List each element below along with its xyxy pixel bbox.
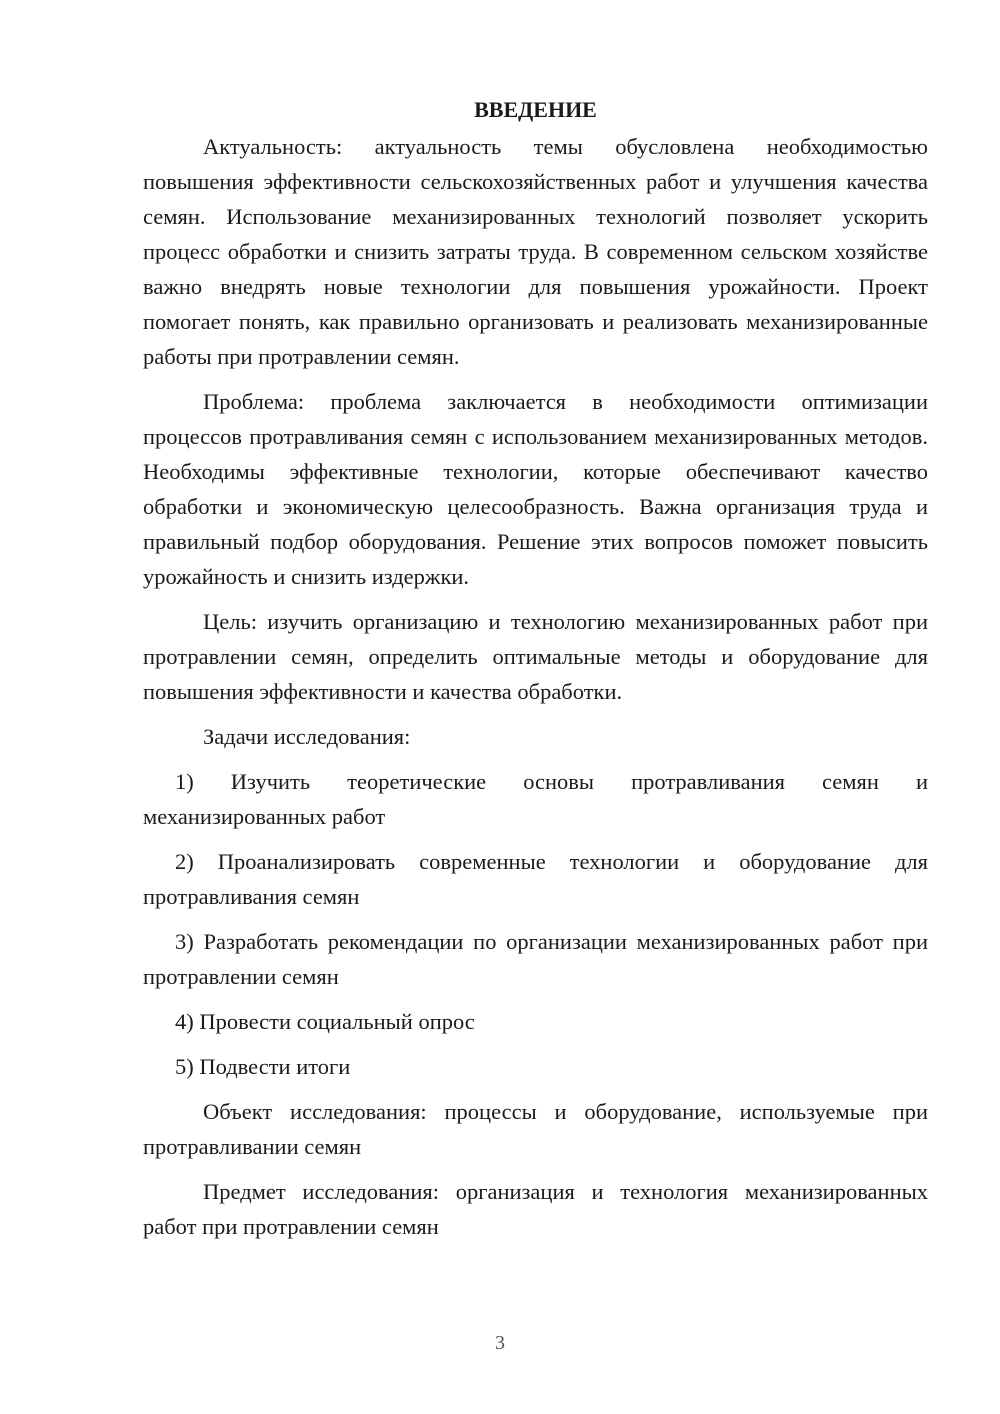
- object-paragraph: Объект исследования: процессы и оборудование, используемые при протравливании семян: [143, 1099, 928, 1159]
- subject-paragraph: Предмет исследования: организация и технология механизированных работ при протравлении семян: [143, 1179, 928, 1239]
- relevance-paragraph: Актуальность: актуальность темы обусловлена необходимостью повышения эффективности сельскохозяйственных работ и улучшения качества семян. Использование механизированных технологий позволяет ускорить процесс обработки и снизить затраты труда. В современном сельском хозяйстве важно внедрять новые технологии для повышения урожайности. Проект помогает понять, как правильно организовать и реализовать механизированные работы при протравлении семян.: [143, 134, 928, 369]
- document-page: [143, 92, 928, 1254]
- task-item-2: 2) Проанализировать современные технологии и оборудование для протравливания семян: [143, 849, 928, 909]
- goal-paragraph: Цель: изучить организацию и технологию механизированных работ при протравлении семян, определить оптимальные методы и оборудование для повышения эффективности и качества обработки.: [143, 609, 928, 704]
- tasks-heading: Задачи исследования:: [203, 724, 411, 749]
- problem-paragraph: Проблема: проблема заключается в необходимости оптимизации процессов протравливания семян с использованием механизированных методов. Необходимы эффективные технологии, которые обеспечивают качество обработки и экономическую целесообразность. Важна организация труда и правильный подбор оборудования. Решение этих вопросов поможет повысить урожайность и снизить издержки.: [143, 389, 928, 589]
- task-item-4: 4) Провести социальный опрос: [175, 1009, 475, 1034]
- task-item-1: 1) Изучить теоретические основы протравливания семян и механизированных работ: [143, 769, 928, 829]
- document-title: ВВЕДЕНИЕ: [474, 97, 597, 122]
- task-item-5: 5) Подвести итоги: [175, 1054, 351, 1079]
- page-number: 3: [495, 1332, 505, 1354]
- task-item-3: 3) Разработать рекомендации по организации механизированных работ при протравлении семян: [143, 929, 928, 989]
